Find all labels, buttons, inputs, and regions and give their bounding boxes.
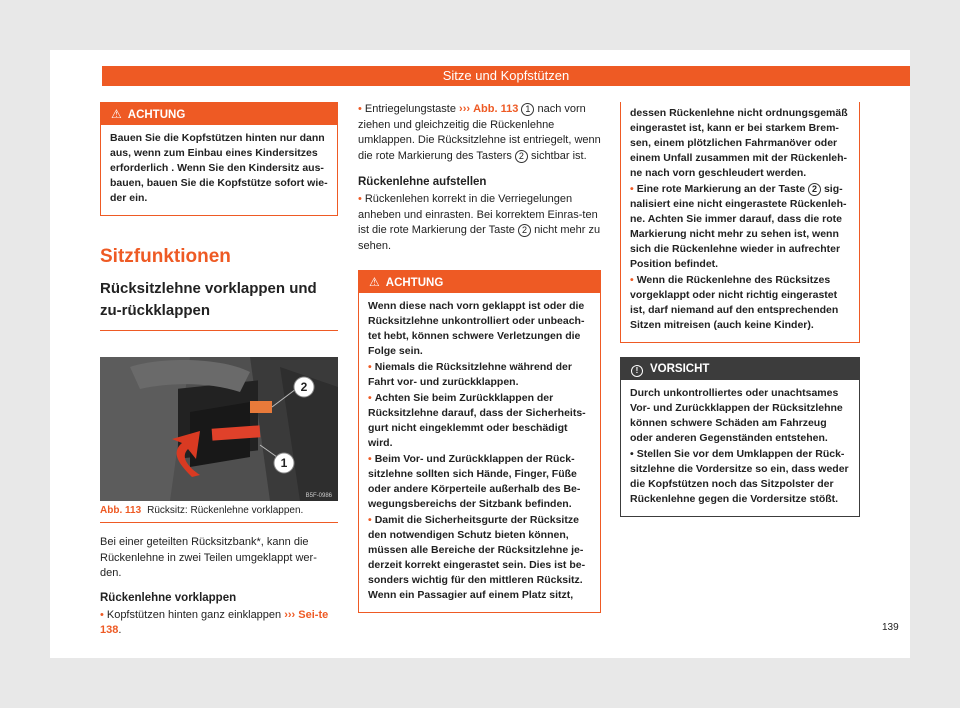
raise-text-a: Rückenlehen korrekt in die Verriegelungen anheben und einrasten. Bei korrektem Einras-ten ist die rote Markierung der Taste — [358, 193, 598, 236]
step-2-text-b: nach vorn ziehen und gleichzeitig die Rückenlehne umklappen. Die Rücksitzlehne ist entriegelt, wenn die rote Markierung des Tasters — [358, 103, 601, 162]
warning-text: Bauen Sie die Kopfstützen hinten nur dann aus, wenn zum Einbau eines Kindersitzes erforderlich . Wenn Sie den Kindersitz aus-bauen, bauen Sie die Kopfstütze sofort wie-der ein. — [110, 132, 328, 204]
caution-bullet — [630, 447, 850, 507]
heading-raise: Rückenlehne aufstellen — [358, 176, 487, 188]
step-2-text-a: Entriegelungstaste — [364, 103, 456, 115]
caution-header — [621, 358, 859, 380]
warning-bullet-text: Niemals die Rücksitzlehne während der Fahrt vor- und zurückklappen. — [368, 361, 572, 388]
bullet-icon: • — [368, 453, 372, 465]
callout-2-marker: 2 — [515, 150, 528, 163]
bullet-icon: • — [368, 392, 372, 404]
warning-bullet-text: Achten Sie beim Zurückklappen der Rücksitzlehne darauf, dass der Sicherheits-gurt nicht eingeklemmt oder beschädigt wird. — [368, 392, 586, 449]
warning-bullet — [368, 452, 591, 512]
step-2-arrow: ››› — [459, 103, 471, 115]
warning-bullet — [368, 513, 591, 603]
figure-label: Abb. 113 — [100, 505, 142, 516]
column-left — [100, 102, 338, 639]
warning-box-backrest — [358, 270, 601, 613]
callout-2-marker: 2 — [518, 224, 531, 237]
step-2-fig-link[interactable]: Abb. 113 — [473, 103, 519, 115]
callout-1-marker: 1 — [521, 103, 534, 116]
bullet-icon: • — [100, 608, 104, 621]
warning-header — [101, 103, 337, 125]
step-1-page-link[interactable]: Sei-te 138 — [100, 608, 329, 636]
figure-caption — [100, 501, 338, 523]
subsection-title: Rücksitzlehne vorklappen und zu-rückklappen — [100, 278, 338, 331]
info-circle-icon: ! — [631, 365, 643, 377]
column-right — [620, 102, 860, 517]
bullet-icon: • — [368, 361, 372, 373]
intro-paragraph: Bei einer geteilten Rücksitzbank*, kann die Rückenlehne in zwei Teilen umgeklappt wer-den. — [100, 536, 317, 579]
manual-page — [50, 50, 910, 658]
chapter-header: Sitze und Kopfstützen — [102, 66, 910, 86]
column-middle — [358, 102, 601, 613]
warning-body — [101, 125, 337, 215]
caution-body — [621, 380, 859, 516]
bullet-icon: • — [630, 448, 634, 460]
warning-bullet — [368, 360, 591, 390]
heading-fold: Rückenlehne vorklappen — [100, 591, 237, 604]
warning-triangle-icon: ⚠ — [111, 107, 122, 121]
warning-title: ACHTUNG — [385, 277, 444, 289]
bullet-icon: • — [630, 274, 634, 286]
caution-title: VORSICHT — [650, 363, 710, 375]
seat-illustration — [100, 357, 338, 501]
figure-code: B5F-0986 — [305, 493, 332, 499]
warning-box-continued — [620, 102, 860, 343]
step-raise — [358, 192, 601, 254]
step-1-text: Kopfstützen hinten ganz einklappen — [106, 608, 282, 621]
warning-bullet — [630, 273, 850, 333]
figure-callout-1: 1 — [280, 456, 288, 470]
warning-body — [621, 102, 859, 342]
bullet-icon: • — [368, 514, 372, 526]
warning-body — [359, 293, 600, 612]
warning-triangle-icon: ⚠ — [369, 275, 380, 289]
caution-bullet-text: Stellen Sie vor dem Umklappen der Rück-sitzlehne die Vordersitze so ein, dass weder die Kopfstützen noch das Sitzpolster der Rückenlehne gegen die Vordersitze stößt. — [630, 448, 849, 505]
warning-intro: Wenn diese nach vorn geklappt ist oder die Rücksitzlehne unkontrolliert oder unbeach-tet hebt, können schwere Verletzungen die Folge sein. — [368, 300, 585, 357]
callout-2-marker: 2 — [808, 183, 821, 196]
bullet-icon: • — [630, 183, 634, 195]
seat-figure — [100, 357, 338, 501]
warning-header — [359, 271, 600, 293]
step-2-text-c: sichtbar ist. — [531, 149, 587, 162]
step-1 — [100, 608, 338, 639]
warning-bullet-text: Wenn die Rückenlehne des Rücksitzes vorgeklappt oder nicht richtig eingerastet ist, darf niemand auf den entsprechenden Sitzen mitreisen (auch keine Kinder). — [630, 274, 839, 331]
warning-cont-text: dessen Rückenlehne nicht ordnungsgemäß eingerastet ist, kann er bei starkem Brem-sen, einem plötzlichen Fahrmanöver oder einem Unfall zusammen mit der Rückenleh-ne nach vorn geschleudert werden. — [630, 107, 848, 179]
caution-box — [620, 357, 860, 517]
warning-bullet-text: Damit die Sicherheitsgurte der Rücksitze den notwendigen Schutz bieten können, müssen alle Bereiche der Rücksitzlehne je-derzeit korrekt eingerastet sein. Dies ist be-sonders wichtig für den mittleren Rücksitz. Wenn ein Passagier auf einem Platz sitzt, — [368, 514, 586, 601]
step-1-end: . — [118, 624, 122, 636]
bullet-icon: • — [358, 193, 362, 205]
warning-title: ACHTUNG — [127, 109, 186, 121]
warning-bullet-text-a: Eine rote Markierung an der Taste — [636, 183, 806, 195]
page-number: 139 — [882, 622, 899, 633]
figure-callout-2: 2 — [300, 380, 308, 394]
caution-text: Durch unkontrolliertes oder unachtsames Vor- und Zurückklappen der Rücksitzlehne können schwere Schäden am Fahrzeug oder anderen Gegenständen entstehen. — [630, 387, 843, 444]
figure-caption-text: Rücksitz: Rückenlehne vorklappen. — [147, 505, 304, 516]
warning-bullet-text: Beim Vor- und Zurückklappen der Rück-sitzlehne sollten sich Hände, Finger, Füße oder andere Körperteile außerhalb des Be-wegungsbereichs der Sitzbank befinden. — [368, 453, 581, 510]
bullet-icon: • — [358, 103, 362, 115]
section-title: Sitzfunktionen — [100, 246, 231, 267]
step-2 — [358, 102, 601, 164]
step-1-arrow: ››› — [284, 608, 296, 621]
warning-bullet — [368, 391, 591, 451]
warning-box-headrest — [100, 102, 338, 216]
raise-text-b: nicht mehr zu sehen. — [358, 224, 601, 252]
warning-bullet-text-b: sig-nalisiert eine nicht eingerastete Rückenleh-ne. Achten Sie immer darauf, dass die rote Markierung nicht mehr zu sehen ist, wenn sich die Rückenlehne wieder in aufrechter Position befindet. — [630, 183, 847, 270]
warning-bullet — [630, 182, 850, 272]
